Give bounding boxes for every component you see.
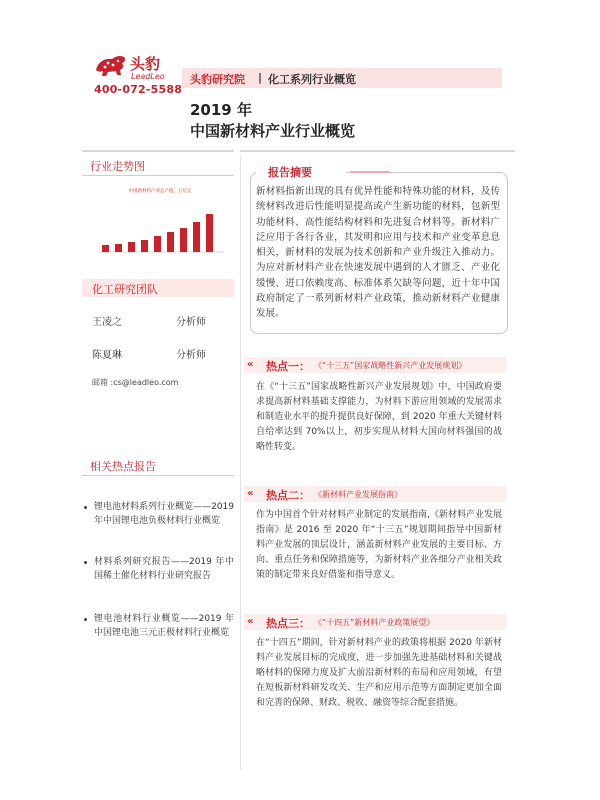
header-divider-left	[82, 150, 234, 152]
trend-chart	[90, 186, 230, 260]
double-chevron-icon: «	[247, 359, 254, 370]
hotspot-text: 在《“十三五”国家战略性新兴产业发展规划》中，中国政府要求提高新材料基础支撑能力，为材料下游应用领域的发展需求和制造业水平的提升提供良好保障，到 2020 年重大关键材料自给率达到 70%以上，初步实现从材料大国向材料强国的战略性转变。	[256, 382, 502, 452]
related-heading: 相关热点报告	[90, 460, 156, 473]
leopard-logo-icon	[94, 52, 128, 78]
contact-email[interactable]: 邮箱 :cs@leadleo.com	[92, 378, 179, 387]
related-heading-rule	[82, 475, 234, 476]
trend-bar	[206, 214, 213, 252]
hotspot-header	[244, 357, 506, 373]
hotspot-label: 热点三：	[266, 617, 310, 630]
related-report-title[interactable]: 锂电池材料系列行业概览——2019 年中国锂电池负极材料行业概览	[94, 502, 234, 526]
bullet-icon	[84, 506, 87, 509]
hotspot-header	[244, 614, 506, 630]
hotspot-text: 在“十四五”期间，针对新材料产业的政策将根据 2020 年新材料产业发展目标的完成度，进一步加强先进基础材料和关键战略材料的保障力度及扩大前沿新材料的布局和应用领域，有望在短板新材料研发攻关、生产和应用示范等方面制定更加全面和完善的保障、财政、税收、融资等综合配套措施。	[256, 638, 502, 708]
trend-bar	[193, 222, 200, 252]
hotspot-subtitle: 《新材料产业发展指南》	[314, 490, 402, 499]
analyst-role: 分析师	[176, 317, 206, 328]
trend-heading-rule	[82, 175, 234, 176]
trend-bar	[154, 236, 161, 252]
trend-heading: 行业走势图	[90, 160, 145, 173]
analyst-name: 王凌之	[92, 317, 122, 328]
header-separator: |	[258, 71, 263, 84]
bullet-icon	[84, 561, 87, 564]
summary-text: 新材料指新出现的具有优异性能和特殊功能的材料，及传统材料改进后性能明显提高或产生新功能的材料，包新型功能材料、高性能结构材料和先进复合材料等。新材料广泛应用于各行各业，其发明和应用与技术和产业变革息息相关，新材料的发展为技术创新和产业升级注入推动力。为应对新材料产业在快速发展中遇到的人才匮乏、产业化缓慢、进口依赖度高、标准体系欠缺等问题，近十年中国政府制定了一系列新材料产业政策，推动新材料产业健康发展。	[256, 186, 500, 320]
analyst-name: 陈夏琳	[92, 350, 122, 361]
hotspot-text: 作为中国首个针对材料产业制定的发展指南,《新材料产业发展指南》是 2016 至 2020 年“十三五”规划期间指导中国新材料产业发展的顶层设计，涵盖新材料产业发展的主要目标、方向、重点任务和保障措施等，为新材料产业各细分产业相关政策的制定带来良好借鉴和指导意义。	[256, 510, 502, 580]
phone-number: 400-072-5588	[94, 83, 183, 96]
team-heading: 化工研究团队	[92, 283, 158, 296]
header-divider-right	[240, 150, 515, 152]
trend-bar	[167, 232, 174, 252]
hotspot-label: 热点一：	[266, 360, 310, 373]
double-chevron-icon: «	[247, 488, 254, 499]
brand-name-en: LeadLeo	[131, 72, 165, 81]
trend-bar	[115, 244, 122, 252]
summary-title-accent	[350, 171, 390, 173]
hotspot-header	[244, 486, 506, 502]
trend-bar	[180, 228, 187, 252]
hotspot-subtitle: 《“十四五”新材料产业政策展望》	[314, 618, 435, 627]
trend-bar	[128, 242, 135, 252]
trend-bar	[141, 240, 148, 252]
trend-chart-title: 中国新材料产业总产值，万亿元	[128, 189, 192, 194]
institute-name: 头豹研究院	[190, 73, 245, 86]
summary-title: 报告摘要	[268, 166, 312, 179]
bullet-icon	[84, 618, 87, 621]
report-title: 中国新材料产业行业概览	[190, 122, 356, 140]
double-chevron-icon: «	[247, 616, 254, 627]
header-band	[182, 68, 502, 88]
hotspot-subtitle: 《“十三五”国家战略性新兴产业发展规划》	[314, 361, 467, 370]
analyst-role: 分析师	[176, 350, 206, 361]
trend-bar	[102, 245, 109, 252]
related-report-title[interactable]: 锂电池材料行业概览——2019 年中国锂电池三元正极材料行业概览	[94, 614, 234, 638]
column-divider	[240, 155, 241, 770]
hotspot-label: 热点二：	[266, 489, 310, 502]
brand-name: 头豹	[130, 55, 161, 73]
report-year: 2019 年	[190, 101, 252, 119]
related-report-title[interactable]: 材料系列研究报告——2019 年中国稀土催化材料行业研究报告	[94, 557, 234, 581]
team-heading-band	[82, 279, 234, 297]
series-name: 化工系列行业概览	[268, 73, 356, 86]
